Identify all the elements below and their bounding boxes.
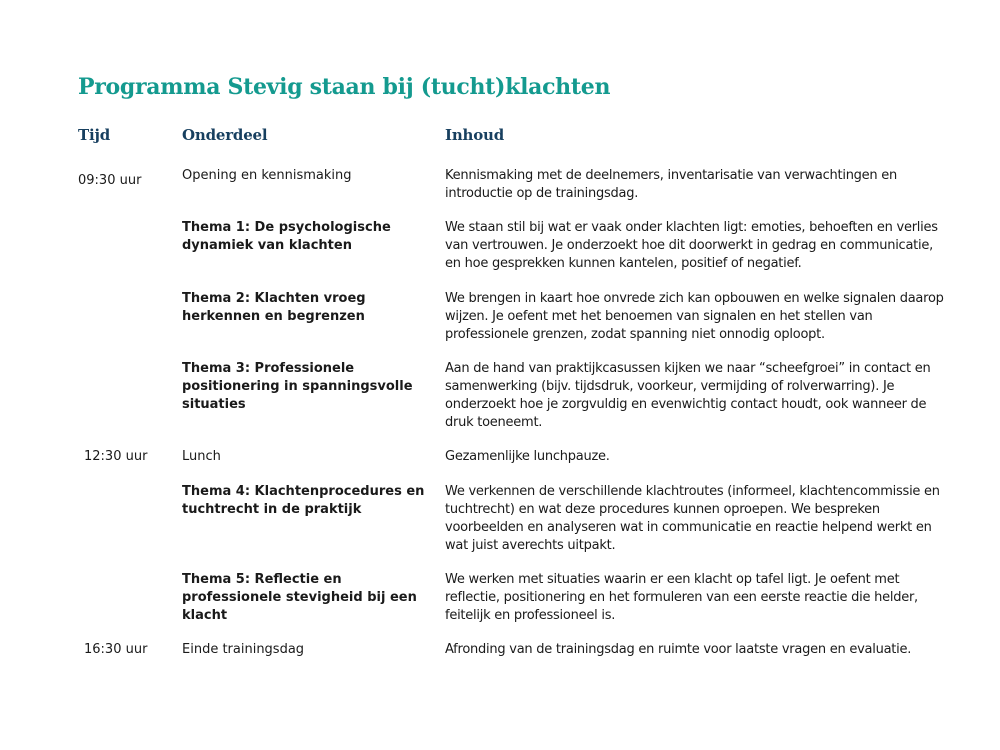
row-part: Thema 3: Professionele positionering in spanningsvolle situaties [182, 361, 413, 412]
row-part: Thema 4: Klachtenprocedures en tuchtrecht in de praktijk [182, 484, 425, 517]
row-part: Opening en kennismaking [182, 168, 352, 183]
row-part: Einde trainingsdag [182, 642, 305, 657]
row-content: We werken met situaties waarin er een klacht op tafel ligt. Je oefent met reflectie, positionering en het formuleren van een eerste reactie die helder, feitelijk en professioneel is. [445, 572, 918, 623]
row-part: Thema 1: De psychologische dynamiek van klachten [182, 220, 391, 253]
row-content: We staan stil bij wat er vaak onder klachten ligt: emoties, behoeften en verlies van vertrouwen. Je onderzoekt hoe dit doorwerkt in gedrag en communicatie, en hoe gesprekken kunnen kantelen, positief of negatief. [445, 220, 938, 271]
column-header-inhoud: Inhoud [445, 126, 505, 144]
row-content: Afronding van de trainingsdag en ruimte voor laatste vragen en evaluatie. [445, 642, 912, 657]
row-time: 12:30 uur [84, 449, 148, 464]
row-content: Gezamenlijke lunchpauze. [445, 449, 610, 464]
row-time: 09:30 uur [78, 173, 142, 188]
row-part: Thema 5: Reflectie en professionele stevigheid bij een klacht [182, 572, 417, 623]
row-content: Kennismaking met de deelnemers, inventarisatie van verwachtingen en introductie op de trainingsdag. [445, 168, 898, 201]
row-content: Aan de hand van praktijkcasussen kijken we naar “scheefgroei” in contact en samenwerking (bijv. tijdsdruk, voorkeur, vermijding of rolverwarring). Je onderzoekt hoe je zorgvuldig en evenwichtig contact houdt, ook wanneer de druk toeneemt. [445, 361, 931, 430]
row-part: Thema 2: Klachten vroeg herkennen en begrenzen [182, 291, 366, 324]
row-part: Lunch [182, 449, 221, 464]
row-content: We verkennen de verschillende klachtroutes (informeel, klachtencommissie en tuchtrecht) en wat deze procedures kunnen oproepen. We bespreken voorbeelden en analyseren wat in communicatie en reactie helpend werkt en wat juist averechts uitpakt. [445, 484, 940, 553]
row-time: 16:30 uur [84, 642, 148, 657]
page-title: Programma Stevig staan bij (tucht)klachten [78, 74, 611, 100]
row-content: We brengen in kaart hoe onvrede zich kan opbouwen en welke signalen daarop wijzen. Je oefent met het benoemen van signalen en het stellen van professionele grenzen, zodat spanning niet onnodig oploopt. [445, 291, 944, 342]
column-header-tijd: Tijd [78, 126, 110, 144]
column-header-onderdeel: Onderdeel [182, 126, 268, 144]
